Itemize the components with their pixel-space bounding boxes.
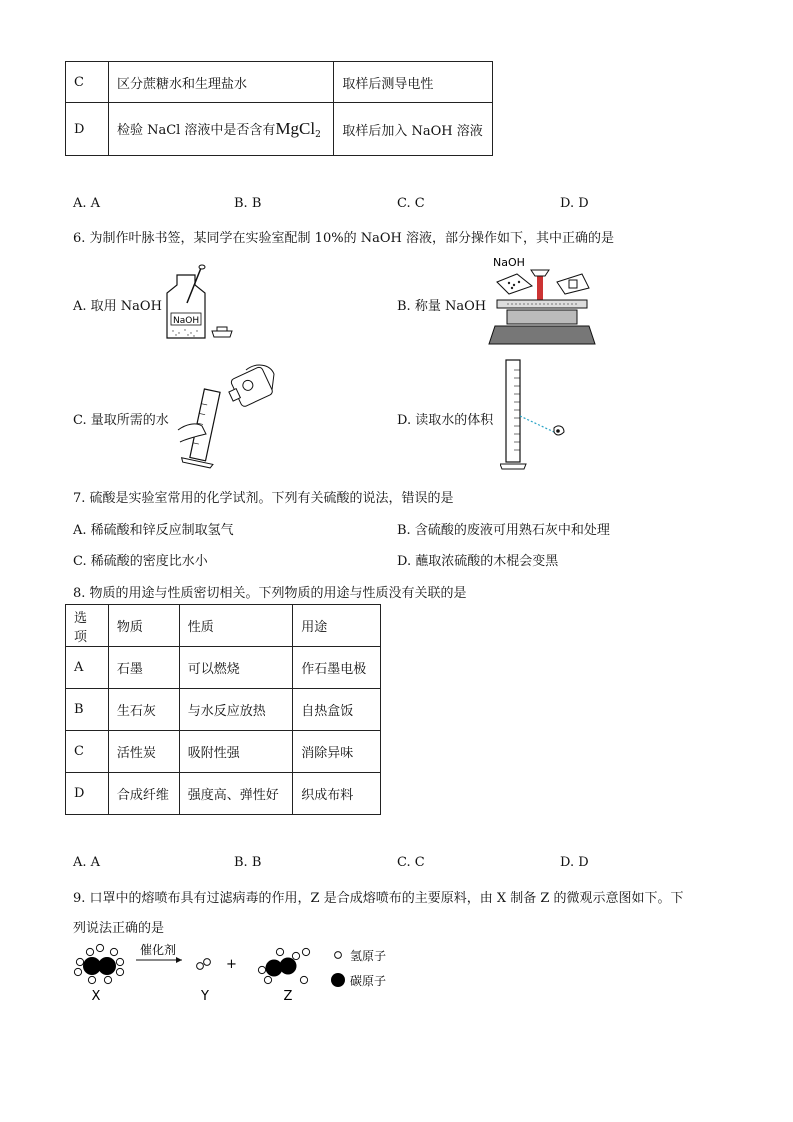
q6-figure-a-reagent-bottle — [165, 263, 240, 343]
q6-figure-b-balance — [487, 252, 597, 350]
q8-header-substance: 物质 — [108, 605, 179, 647]
q7-option-a[interactable]: A. 稀硫酸和锌反应制取氢气 — [73, 523, 234, 538]
q5-option-a[interactable]: A. A — [73, 196, 101, 211]
label-z: Z — [283, 989, 293, 1004]
q9-stem-line2: 列说法正确的是 — [73, 921, 165, 936]
q7-stem: 7. 硫酸是实验室常用的化学试剂。下列有关硫酸的说法，错误的是 — [73, 491, 454, 506]
q8-cell: 自热盒饭 — [293, 689, 381, 731]
q8-cell: 石墨 — [108, 647, 179, 689]
legend-carbon: 碳原子 — [350, 974, 387, 988]
q5-table — [65, 61, 493, 156]
q5-row-label: C — [66, 62, 109, 103]
q8-row-c — [66, 731, 381, 773]
q7-option-c[interactable]: C. 稀硫酸的密度比水小 — [73, 554, 208, 569]
q6-option-c[interactable]: C. 量取所需的水 — [73, 413, 169, 428]
q8-cell: 合成纤维 — [108, 773, 179, 815]
molecule-y — [197, 959, 211, 970]
q6-stem: 6. 为制作叶脉书签，某同学在实验室配制 10%的 NaOH 溶液，部分操作如下，其中正确的是 — [73, 231, 614, 246]
legend-hydrogen: 氢原子 — [350, 949, 387, 963]
q8-cell: 消除异味 — [293, 731, 381, 773]
q8-cell: 织成布料 — [293, 773, 381, 815]
balance-naoh-label: NaOH — [493, 256, 525, 269]
q8-option-b[interactable]: B. B — [234, 855, 262, 870]
label-x: X — [91, 989, 101, 1004]
q5-option-c[interactable]: C. C — [397, 196, 425, 211]
q5-row-method: 取样后测导电性 — [334, 62, 493, 103]
q5-row-method: 取样后加入 NaOH 溶液 — [334, 103, 493, 156]
q8-header-option: 选项 — [66, 605, 109, 647]
q7-option-b[interactable]: B. 含硫酸的废液可用熟石灰中和处理 — [397, 523, 610, 538]
q8-header-use: 用途 — [293, 605, 381, 647]
q8-cell: 生石灰 — [108, 689, 179, 731]
formula-main: MgCl — [275, 118, 316, 138]
plus-sign: + — [226, 957, 237, 972]
catalyst-label: 催化剂 — [140, 943, 177, 957]
q8-option-c[interactable]: C. C — [397, 855, 425, 870]
q8-cell: 与水反应放热 — [179, 689, 293, 731]
q8-header-property: 性质 — [179, 605, 293, 647]
q6-figure-d-graduated-cylinder — [500, 358, 570, 473]
q8-option-d[interactable]: D. D — [560, 855, 589, 870]
arrow-head-icon — [176, 957, 182, 963]
q6-option-a[interactable]: A. 取用 NaOH — [73, 299, 162, 314]
q8-row-a — [66, 647, 381, 689]
molecule-x — [74, 944, 123, 983]
q7-option-d[interactable]: D. 蘸取浓硫酸的木棍会变黑 — [397, 554, 559, 569]
q9-stem-line1: 9. 口罩中的熔喷布具有过滤病毒的作用，Z 是合成熔喷布的主要原料，由 X 制备 Z 的微观示意图如下。下 — [73, 891, 684, 906]
q8-option-a[interactable]: A. A — [73, 855, 101, 870]
q6-option-b[interactable]: B. 称量 NaOH — [397, 299, 487, 314]
content-prefix: 检验 NaCl 溶液中是否含有 — [116, 122, 276, 138]
q5-row-label: D — [66, 103, 109, 156]
molecule-z — [258, 948, 309, 983]
q8-cell: 强度高、弹性好 — [179, 773, 293, 815]
q5-option-d[interactable]: D. D — [560, 196, 589, 211]
formula-sub: 2 — [315, 129, 321, 140]
hydrogen-atom-icon — [335, 952, 342, 959]
q5-row-d — [66, 103, 493, 156]
q8-table — [65, 604, 381, 815]
bottle-label: NaOH — [173, 316, 200, 326]
q5-option-b[interactable]: B. B — [234, 196, 262, 211]
q5-row-content — [108, 103, 333, 156]
q8-row-b — [66, 689, 381, 731]
q8-cell: B — [66, 689, 109, 731]
carbon-atom-icon — [331, 973, 345, 987]
q6-figure-c-pouring-water — [176, 360, 276, 472]
q8-cell: 可以燃烧 — [179, 647, 293, 689]
q8-cell: D — [66, 773, 109, 815]
q8-cell: 作石墨电极 — [293, 647, 381, 689]
q8-cell: C — [66, 731, 109, 773]
q8-cell: A — [66, 647, 109, 689]
q8-row-d — [66, 773, 381, 815]
q8-stem: 8. 物质的用途与性质密切相关。下列物质的用途与性质没有关联的是 — [73, 586, 467, 601]
q8-header-row — [66, 605, 381, 647]
label-y: Y — [201, 989, 209, 1004]
q8-cell: 吸附性强 — [179, 731, 293, 773]
q6-option-d[interactable]: D. 读取水的体积 — [397, 413, 494, 428]
q9-reaction-diagram — [70, 940, 410, 1006]
q5-row-content: 区分蔗糖水和生理盐水 — [108, 62, 333, 103]
q8-cell: 活性炭 — [108, 731, 179, 773]
q5-row-c — [66, 62, 493, 103]
